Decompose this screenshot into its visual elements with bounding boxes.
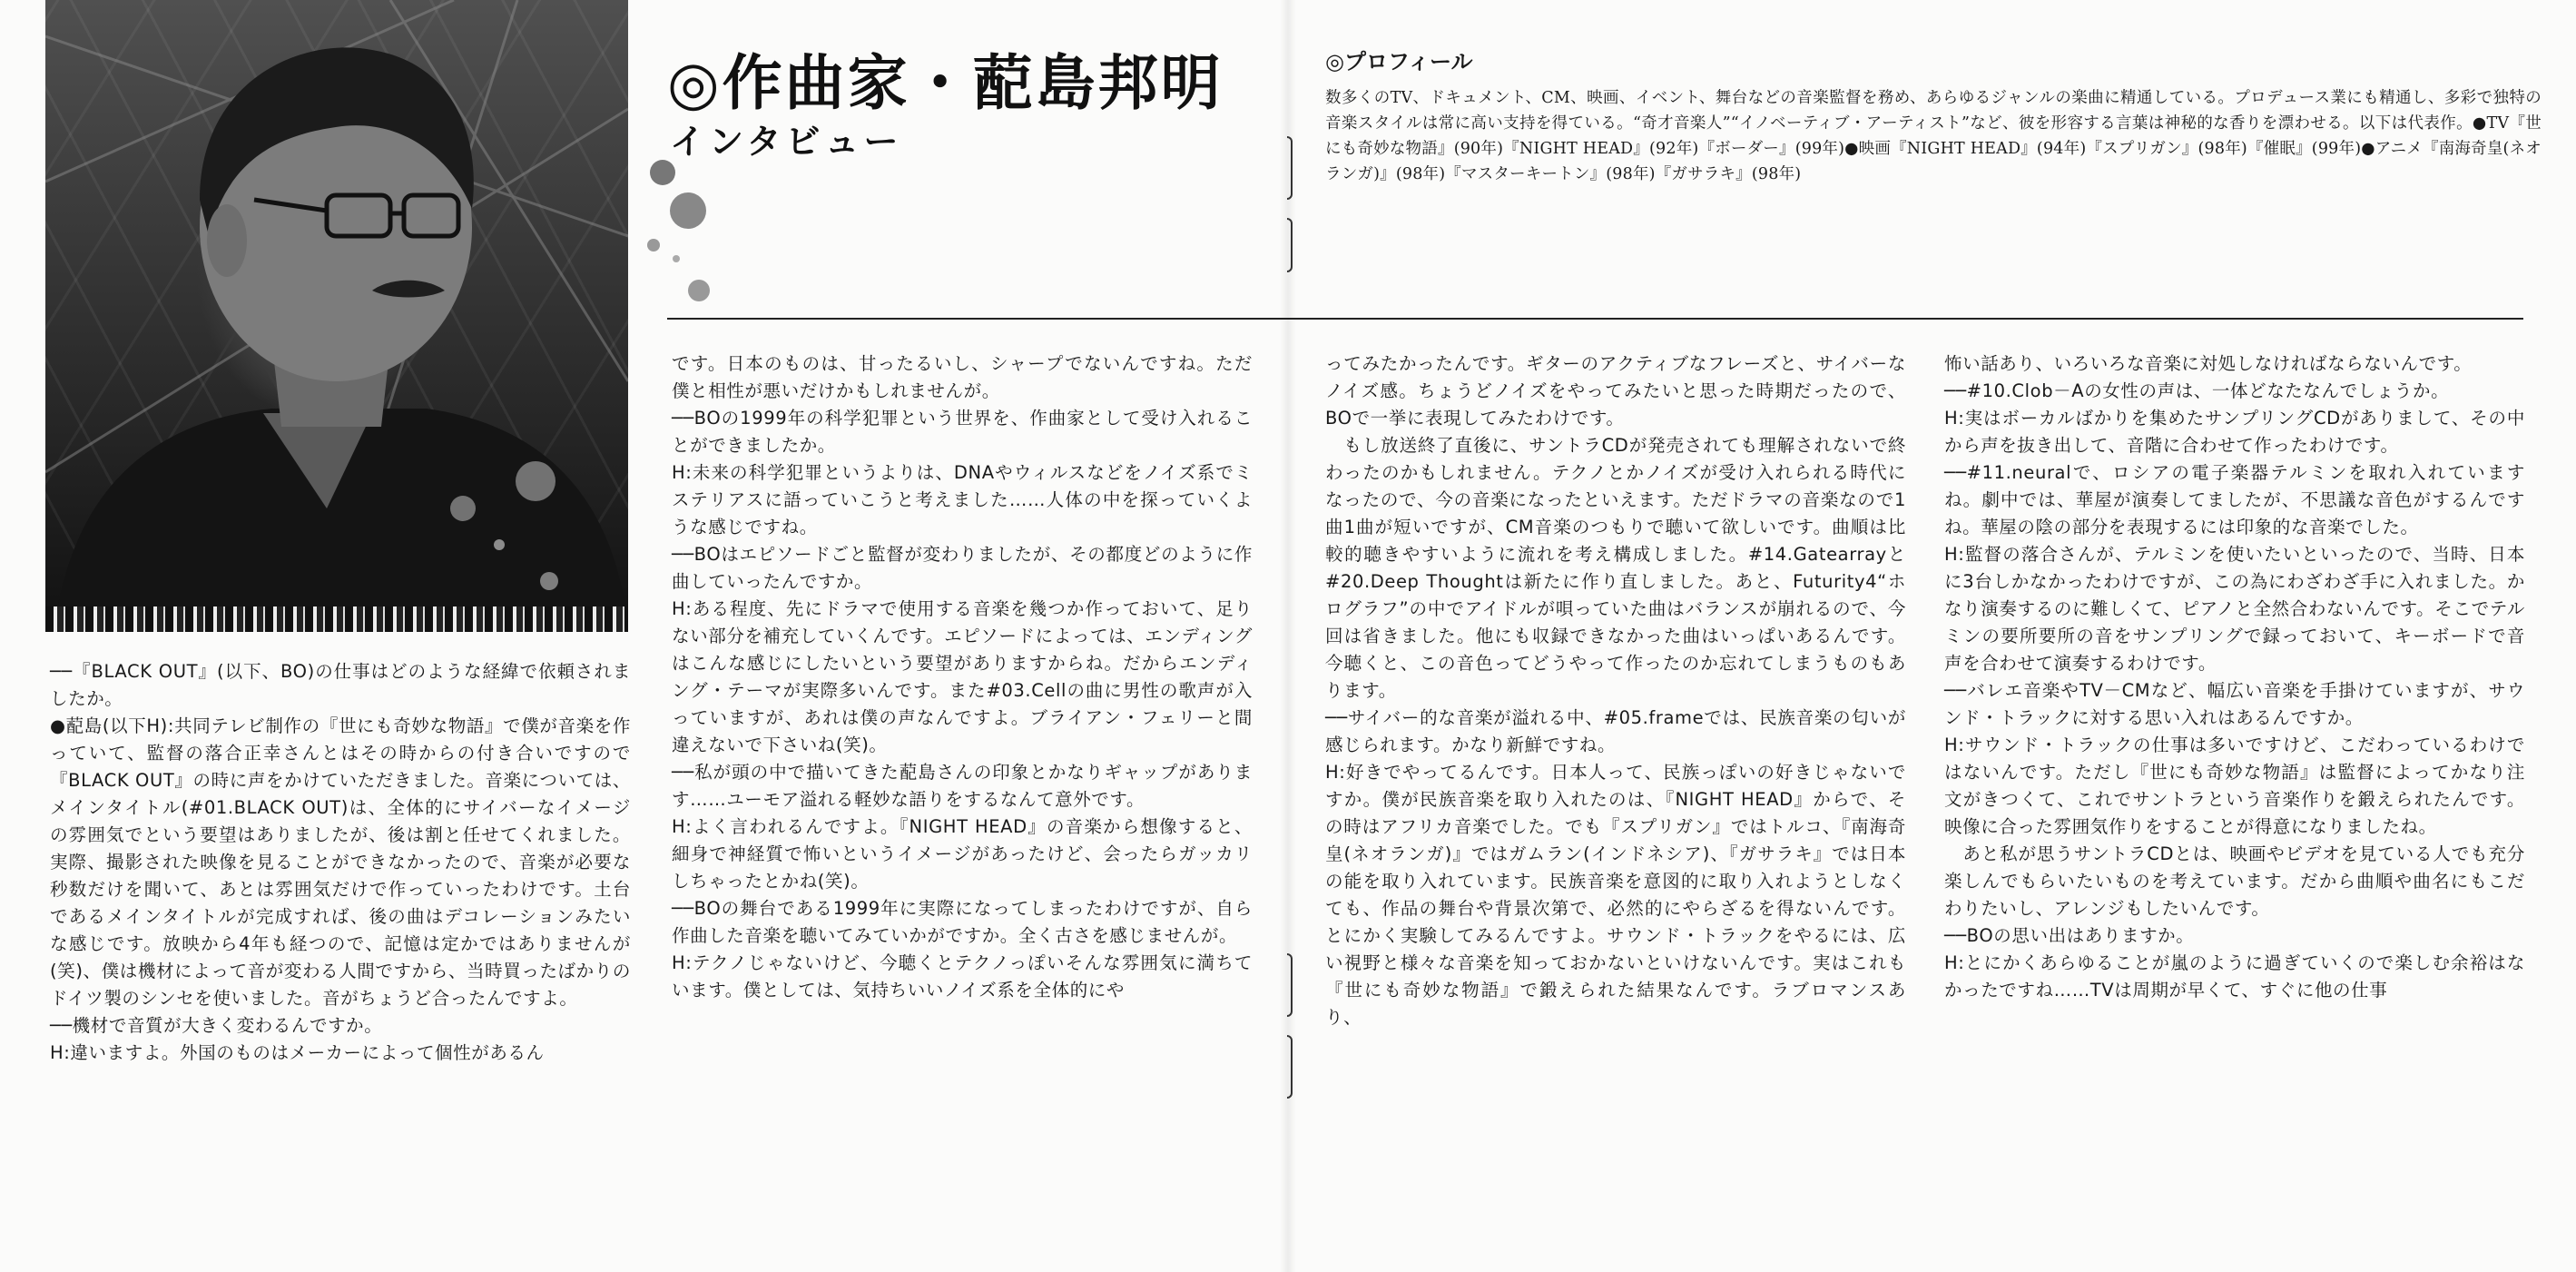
film-strip-border bbox=[45, 606, 628, 632]
text-column-3 bbox=[1325, 350, 1906, 1031]
paragraph: H:サウンド・トラックの仕事は多いですけど、こだわっているわけではないんです。ただし『世にも奇妙な物語』は監督によってかなり注文がきつくて、これでサントラという音楽作りを鍛えられたんです。映像に合った雰囲気作りをすることが得意になりましたね。 bbox=[1944, 735, 2525, 837]
staple-bottom-2 bbox=[1287, 1035, 1293, 1099]
paragraph: H:テクノじゃないけど、今聴くとテクノっぽいそんな雰囲気に満ちています。僕としては、気持ちいいノイズ系を全体的にや bbox=[672, 952, 1253, 1001]
paragraph: ──BOの1999年の科学犯罪という世界を、作曲家として受け入れることができましたか。 bbox=[672, 408, 1253, 456]
paragraph: H:違いますよ。外国のものはメーカーによって個性があるん bbox=[50, 1042, 545, 1063]
section-divider bbox=[667, 318, 2523, 320]
staple-bottom bbox=[1287, 953, 1293, 1017]
paragraph: H:未来の科学犯罪というよりは、DNAやウィルスなどをノイズ系でミステリアスに語っていこうと考えました……人体の中を探っていくような感じですね。 bbox=[672, 462, 1253, 537]
paragraph: もし放送終了直後に、サントラCDが発売されても理解されないで終わったのかもしれません。テクノとかノイズが受け入れられる時代になったので、今の音楽になったといえます。ただドラマの音楽なので1曲1曲が短いですが、CM音楽のつもりで聴いて欲しいです。曲順は比較的聴きやすいように流れを考え構成しました。#14.Gatearrayと#20.Deep Thoughtは新たに作り直しました。あと、Futurity4“ホログラフ”の中でアイドルが唄っていた曲はバランスが崩れるので、今回は省きました。他にも収録できなかった曲はいっぱいあるんです。今聴くと、この音色ってどうやって作ったのか忘れてしまうものもあります。 bbox=[1325, 435, 1906, 701]
paragraph: ──サイバー的な音楽が溢れる中、#05.frameでは、民族音楽の匂いが感じられます。かなり新鮮ですね。 bbox=[1325, 707, 1906, 755]
paragraph: H:好きでやってるんです。日本人って、民族っぽいの好きじゃないですか。僕が民族音楽を取り入れたのは、『NIGHT HEAD』からで、その時はアフリカ音楽でした。でも『スプリガン』ではトルコ、『南海奇皇(ネオランガ)』ではガムラン(インドネシア)、『ガサラキ』では日本の能を取り入れています。民族音楽を意図的に取り入れようとしなくても、作品の舞台や背景次第で、必然的にやらざるを得ないんです。とにかく実験してみるんですよ。サウンド・トラックをやるには、広い視野と様々な音楽を知っておかないといけないんです。実はこれも『世にも奇妙な物語』で鍛えられた結果なんです。ラブロマンスあり、 bbox=[1325, 762, 1906, 1028]
paragraph: ってみたかったんです。ギターのアクティブなフレーズと、サイバーなノイズ感。ちょうどノイズをやってみたいと思った時期だったので、BOで一挙に表現してみたわけです。 bbox=[1325, 353, 1906, 429]
paragraph: ──私が頭の中で描いてきた蓜島さんの印象とかなりギャップがあります……ユーモア溢れる軽妙な語りをするなんて意外です。 bbox=[672, 762, 1253, 810]
paragraph: ──機材で音質が大きく変わるんですか。 bbox=[50, 1015, 383, 1036]
profile-heading: ◎プロフィール bbox=[1325, 48, 1473, 74]
paragraph: ──『BLACK OUT』(以下、BO)の仕事はどのような経緯で依頼されましたか。 bbox=[50, 661, 631, 709]
paragraph: H:監督の落合さんが、テルミンを使いたいといったので、当時、日本に3台しかなかったわけですが、この為にわざわざ手に入れました。かなり演奏するのに難しくて、ピアノと全然合わないんです。そこでテルミンの要所要所の音をサンプリングで録っておいて、キーボードで音声を合わせて演奏するわけです。 bbox=[1944, 544, 2525, 674]
staple-top-2 bbox=[1287, 218, 1293, 272]
text-column-2 bbox=[672, 350, 1253, 1004]
paragraph: ──バレエ音楽やTV－CMなど、幅広い音楽を手掛けていますが、サウンド・トラックに対する思い入れはあるんですか。 bbox=[1944, 680, 2525, 728]
paragraph: ──BOはエピソードごと監督が変わりましたが、その都度どのように作曲していったんですか。 bbox=[672, 544, 1253, 592]
profile-text: 数多くのTV、ドキュメント、CM、映画、イベント、舞台などの音楽監督を務め、あらゆるジャンルの楽曲に精通している。プロデュース業にも精通し、多彩で独特の音楽スタイルは常に高い支持を得ている。“奇才音楽人”“イノベーティブ・アーティスト”など、彼を形容する言葉は神秘的な香りを漂わせる。以下は代表作。●TV『世にも奇妙な物語』(90年)『NIGHT HEAD』(92年)『ボーダー』(99年)●映画『NIGHT HEAD』(94年)『スプリガン』(98年)『催眠』(99年)●アニメ『南海奇皇(ネオランガ)』(98年)『マスターキートン』(98年)『ガサラキ』(98年) bbox=[1325, 89, 2542, 183]
paragraph: ──BOの舞台である1999年に実際になってしまったわけですが、自ら作曲した音楽を聴いてみていかがですか。全く古さを感じませんが。 bbox=[672, 898, 1253, 946]
paragraph: あと私が思うサントラCDとは、映画やビデオを見ている人でも充分楽しんでもらいたいものを考えています。だから曲順や曲名にもこだわりたいし、アレンジもしたいんです。 bbox=[1944, 843, 2525, 919]
paragraph: H:ある程度、先にドラマで使用する音楽を幾つか作っておいて、足りない部分を補充していくんです。エピソードによっては、エンディングはこんな感じにしたいという要望がありますからね。だからエンディング・テーマが実際多いんです。また#03.Cellの曲に男性の歌声が入っていますが、あれは僕の声なんですよ。ブライアン・フェリーと間違えないで下さいね(笑)。 bbox=[672, 598, 1253, 755]
paragraph: H:とにかくあらゆることが嵐のように過ぎていくので楽しむ余裕はなかったですね……TVは周期が早くて、すぐに他の仕事 bbox=[1944, 952, 2525, 1001]
text-column-1 bbox=[50, 658, 631, 1067]
ink-splatter bbox=[635, 145, 717, 318]
paragraph: ──BOの思い出はありますか。 bbox=[1944, 925, 2195, 946]
page-subtitle: インタビュー bbox=[670, 121, 903, 162]
paragraph: 怖い話あり、いろいろな音楽に対処しなければならないんです。 bbox=[1944, 353, 2473, 374]
text-column-4 bbox=[1944, 350, 2525, 1004]
paragraph: ──#10.Clob－Aの女性の声は、一体どなたなんでしょうか。 bbox=[1944, 380, 2450, 401]
paragraph: ──#11.neuralで、ロシアの電子楽器テルミンを取れ入れていますね。劇中では、華屋が演奏してましたが、不思議な音色がするんですね。華屋の陰の部分を表現するには印象的な音楽でした。 bbox=[1944, 462, 2525, 537]
paragraph: H:よく言われるんですよ。『NIGHT HEAD』の音楽から想像すると、細身で神経質で怖いというイメージがあったけど、会ったらガッカリしちゃったとかね(笑)。 bbox=[672, 816, 1253, 892]
paragraph: H:実はボーカルばかりを集めたサンプリングCDがありまして、その中から声を抜き出して、音階に合わせて作ったわけです。 bbox=[1944, 408, 2525, 456]
paragraph: です。日本のものは、甘ったるいし、シャープでないんですね。ただ僕と相性が悪いだけかもしれませんが。 bbox=[672, 353, 1253, 401]
staple-top bbox=[1287, 136, 1293, 200]
ink-splatter-photo bbox=[436, 445, 590, 608]
page-title: ◎作曲家・蓜島邦明 bbox=[667, 47, 1224, 118]
paragraph: ●蓜島(以下H):共同テレビ制作の『世にも奇妙な物語』で僕が音楽を作っていて、監督の落合正幸さんとはその時からの付き合いですので『BLACK OUT』の時に声をかけていただきました。音楽については、メインタイトル(#01.BLACK OUT)は、全体的にサイバーなイメージの雰囲気でという要望はありましたが、後は割と任せてくれました。実際、撮影された映像を見ることができなかったので、音楽が必要な秒数だけを聞いて、あとは雰囲気だけで作っていったわけです。土台であるメインタイトルが完成すれば、後の曲はデコレーションみたいな感じです。放映から4年も経つので、記憶は定かではありませんが(笑)、僕は機材によって音が変わる人間ですから、当時買ったばかりのドイツ製のシンセを使いました。音がちょうど合ったんですよ。 bbox=[50, 715, 631, 1009]
